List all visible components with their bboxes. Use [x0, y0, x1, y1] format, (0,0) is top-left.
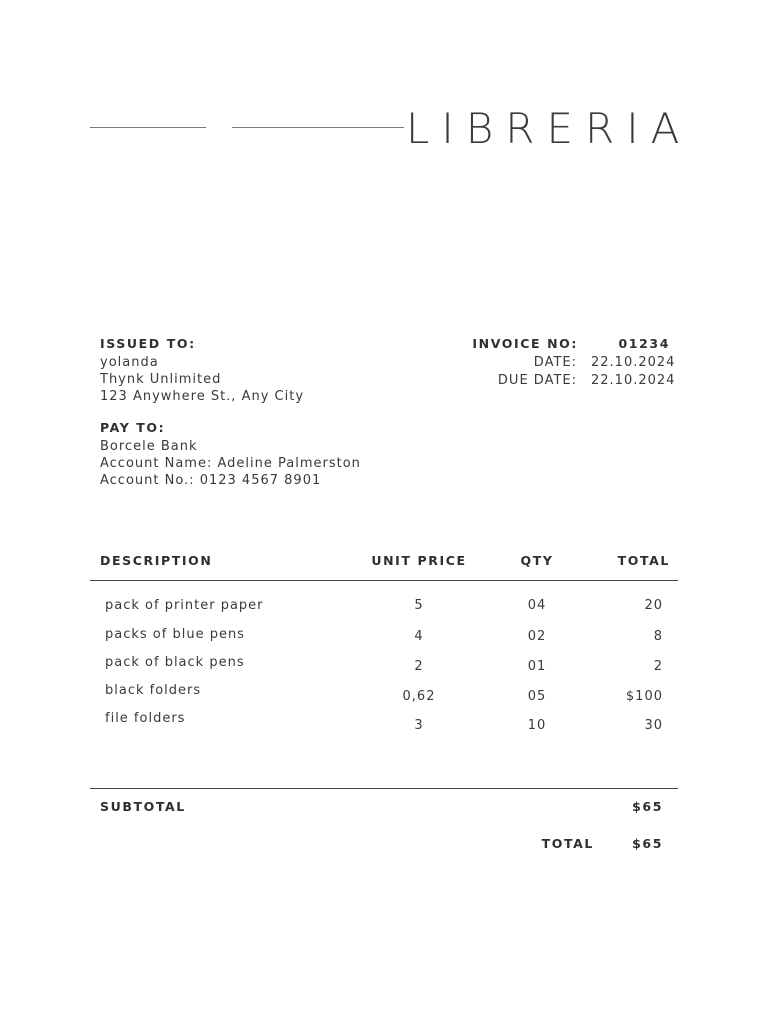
- subtotal-value: $65: [632, 799, 663, 814]
- row-4-unit-price: 0,62: [402, 689, 436, 704]
- row-3-total: 2: [653, 659, 663, 674]
- issued-to-name: yolanda: [100, 355, 159, 370]
- subtotal-label: SUBTOTAL: [100, 799, 186, 814]
- row-1-description: pack of printer paper: [105, 598, 264, 613]
- invoice-date: 22.10.2024: [591, 355, 676, 370]
- row-4-description: black folders: [105, 683, 202, 698]
- table-header-divider: [90, 580, 678, 581]
- row-5-qty: 10: [527, 718, 547, 733]
- issued-to-company: Thynk Unlimited: [100, 372, 222, 387]
- row-1-qty: 04: [527, 598, 547, 613]
- header-unit-price: UNIT PRICE: [371, 553, 467, 568]
- row-2-unit-price: 4: [414, 629, 424, 644]
- issued-to-label: ISSUED TO:: [100, 336, 196, 351]
- brand-line-left: [90, 127, 206, 128]
- invoice-date-label: DATE:: [533, 355, 577, 370]
- row-5-description: file folders: [105, 711, 186, 726]
- pay-to-account-number: Account No.: 0123 4567 8901: [100, 473, 322, 488]
- row-2-total: 8: [653, 629, 663, 644]
- row-3-qty: 01: [527, 659, 547, 674]
- total-value: $65: [632, 836, 663, 851]
- pay-to-bank: Borcele Bank: [100, 439, 198, 454]
- row-3-description: pack of black pens: [105, 655, 245, 670]
- total-label: TOTAL: [541, 836, 594, 851]
- pay-to-label: PAY TO:: [100, 420, 166, 435]
- invoice-due-date-label: DUE DATE:: [497, 373, 577, 388]
- header-qty: QTY: [520, 553, 554, 568]
- row-5-total: 30: [644, 718, 663, 733]
- brand-line-right: [232, 127, 404, 128]
- brand-name: LIBRERIA: [406, 104, 692, 153]
- row-5-unit-price: 3: [414, 718, 424, 733]
- row-3-unit-price: 2: [414, 659, 424, 674]
- summary-divider: [90, 788, 678, 789]
- row-1-total: 20: [644, 598, 663, 613]
- pay-to-account-name: Account Name: Adeline Palmerston: [100, 456, 361, 471]
- row-2-description: packs of blue pens: [105, 627, 245, 642]
- row-4-qty: 05: [527, 689, 547, 704]
- row-1-unit-price: 5: [414, 598, 424, 613]
- invoice-number: 01234: [618, 336, 670, 351]
- issued-to-address: 123 Anywhere St., Any City: [100, 389, 305, 404]
- invoice-number-label: INVOICE NO:: [472, 336, 578, 351]
- invoice-due-date: 22.10.2024: [591, 373, 676, 388]
- row-4-total: $100: [625, 689, 663, 704]
- header-description: DESCRIPTION: [100, 553, 213, 568]
- row-2-qty: 02: [527, 629, 547, 644]
- header-total: TOTAL: [617, 553, 670, 568]
